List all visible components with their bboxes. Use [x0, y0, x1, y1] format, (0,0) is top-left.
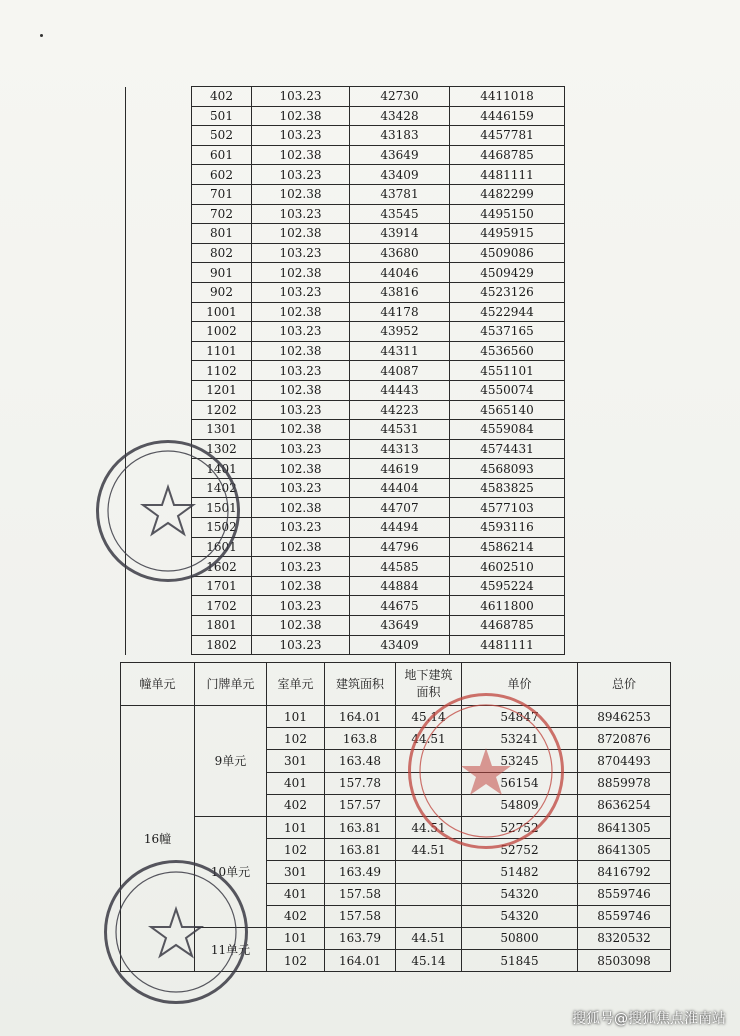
- room-cell: 101: [267, 816, 325, 838]
- blank-cell: [126, 616, 192, 636]
- area-cell: 163.48: [325, 750, 396, 772]
- blank-cell: [126, 322, 192, 342]
- basement-cell: 44.51: [396, 927, 462, 949]
- table-row: [126, 635, 565, 655]
- area-cell: 102.38: [252, 106, 350, 126]
- total-price-cell: 4411018: [450, 87, 565, 107]
- total-price-cell: 8559746: [578, 883, 671, 905]
- area-cell: 103.23: [252, 439, 350, 459]
- room-cell: 101: [267, 927, 325, 949]
- area-cell: 102.38: [252, 302, 350, 322]
- blank-cell: [126, 145, 192, 165]
- table-row: [126, 243, 565, 263]
- total-price-cell: 4602510: [450, 557, 565, 577]
- unit-price-cell: 44404: [350, 478, 450, 498]
- table-row: [126, 145, 565, 165]
- unit-price-cell: 54320: [462, 883, 578, 905]
- total-price-cell: 8704493: [578, 750, 671, 772]
- room-cell: 401: [267, 772, 325, 794]
- header-building: 幢单元: [121, 663, 195, 706]
- table-row: [126, 576, 565, 596]
- area-cell: 103.23: [252, 596, 350, 616]
- unit-price-cell: 43952: [350, 322, 450, 342]
- room-cell: 1601: [192, 537, 252, 557]
- blank-cell: [126, 165, 192, 185]
- header-row: [121, 663, 671, 706]
- area-cell: 103.23: [252, 557, 350, 577]
- unit-price-cell: 44313: [350, 439, 450, 459]
- unit-price-cell: 44223: [350, 400, 450, 420]
- room-cell: 301: [267, 861, 325, 883]
- unit-price-cell: 54847: [462, 706, 578, 728]
- unit-price-cell: 56154: [462, 772, 578, 794]
- room-cell: 802: [192, 243, 252, 263]
- room-cell: 1101: [192, 341, 252, 361]
- area-cell: 164.01: [325, 706, 396, 728]
- door-unit-cell: 11单元: [195, 927, 267, 971]
- basement-cell: [396, 861, 462, 883]
- area-cell: 163.79: [325, 927, 396, 949]
- unit-price-cell: 44675: [350, 596, 450, 616]
- total-price-cell: 4550074: [450, 380, 565, 400]
- table-row: [126, 596, 565, 616]
- total-price-cell: 4446159: [450, 106, 565, 126]
- basement-cell: 45.14: [396, 706, 462, 728]
- unit-price-cell: 43816: [350, 282, 450, 302]
- blank-cell: [126, 224, 192, 244]
- table-row: [126, 380, 565, 400]
- total-price-cell: 8859978: [578, 772, 671, 794]
- table-row: [126, 282, 565, 302]
- header-door-unit: 门牌单元: [195, 663, 267, 706]
- seal-graphic: [411, 696, 561, 846]
- room-cell: 1201: [192, 380, 252, 400]
- area-cell: 102.38: [252, 380, 350, 400]
- unit-price-cell: 43649: [350, 145, 450, 165]
- room-cell: 402: [192, 87, 252, 107]
- blank-cell: [126, 263, 192, 283]
- area-cell: 103.23: [252, 322, 350, 342]
- area-cell: 102.38: [252, 459, 350, 479]
- header-total-price: 总价: [578, 663, 671, 706]
- table-row: [126, 420, 565, 440]
- area-cell: 103.23: [252, 400, 350, 420]
- unit-price-cell: 44796: [350, 537, 450, 557]
- header-unit-price: 单价: [462, 663, 578, 706]
- housing-bureau-seal: [96, 440, 240, 582]
- room-cell: 102: [267, 950, 325, 972]
- unit-price-cell: 54320: [462, 905, 578, 927]
- total-price-cell: 4536560: [450, 341, 565, 361]
- table-row: [126, 322, 565, 342]
- area-cell: 102.38: [252, 498, 350, 518]
- table-row: [121, 706, 671, 728]
- unit-price-cell: 43409: [350, 165, 450, 185]
- area-cell: 102.38: [252, 184, 350, 204]
- area-cell: 103.23: [252, 165, 350, 185]
- area-cell: 102.38: [252, 145, 350, 165]
- room-cell: 101: [267, 706, 325, 728]
- total-price-cell: 8720876: [578, 728, 671, 750]
- total-price-cell: 4559084: [450, 420, 565, 440]
- total-price-cell: 4551101: [450, 361, 565, 381]
- area-cell: 102.38: [252, 537, 350, 557]
- area-cell: 157.58: [325, 883, 396, 905]
- total-price-cell: 4565140: [450, 400, 565, 420]
- total-price-cell: 8503098: [578, 950, 671, 972]
- basement-cell: [396, 883, 462, 905]
- unit-price-cell: 43680: [350, 243, 450, 263]
- area-cell: 102.38: [252, 263, 350, 283]
- blank-cell: [126, 361, 192, 381]
- blank-cell: [126, 341, 192, 361]
- total-price-cell: 8416792: [578, 861, 671, 883]
- basement-cell: 44.51: [396, 839, 462, 861]
- table-row: [126, 224, 565, 244]
- total-price-cell: 4457781: [450, 126, 565, 146]
- table-row: [126, 165, 565, 185]
- area-cell: 103.23: [252, 126, 350, 146]
- area-cell: 163.81: [325, 839, 396, 861]
- total-price-cell: 4509429: [450, 263, 565, 283]
- basement-cell: 45.14: [396, 950, 462, 972]
- room-cell: 602: [192, 165, 252, 185]
- unit-price-cell: 43545: [350, 204, 450, 224]
- room-cell: 1501: [192, 498, 252, 518]
- unit-price-cell: 52752: [462, 816, 578, 838]
- room-cell: 1401: [192, 459, 252, 479]
- total-price-cell: 8946253: [578, 706, 671, 728]
- basement-cell: [396, 905, 462, 927]
- room-cell: 901: [192, 263, 252, 283]
- total-price-cell: 8559746: [578, 905, 671, 927]
- unit-price-cell: 43183: [350, 126, 450, 146]
- area-cell: 164.01: [325, 950, 396, 972]
- room-cell: 401: [267, 883, 325, 905]
- unit-price-cell: 50800: [462, 927, 578, 949]
- unit-price-cell: 44531: [350, 420, 450, 440]
- room-cell: 301: [267, 750, 325, 772]
- total-price-cell: 4568093: [450, 459, 565, 479]
- blank-cell: [126, 420, 192, 440]
- unit-price-cell: 44046: [350, 263, 450, 283]
- unit-price-cell: 44443: [350, 380, 450, 400]
- unit-price-cell: 53245: [462, 750, 578, 772]
- room-cell: 801: [192, 224, 252, 244]
- unit-price-cell: 51482: [462, 861, 578, 883]
- room-cell: 402: [267, 905, 325, 927]
- unit-price-cell: 44494: [350, 518, 450, 538]
- area-cell: 157.58: [325, 905, 396, 927]
- unit-price-cell: 43409: [350, 635, 450, 655]
- total-price-cell: 8641305: [578, 839, 671, 861]
- total-price-cell: 4495150: [450, 204, 565, 224]
- developer-red-seal: [408, 693, 564, 849]
- total-price-cell: 8636254: [578, 794, 671, 816]
- total-price-cell: 4595224: [450, 576, 565, 596]
- room-cell: 1301: [192, 420, 252, 440]
- total-price-cell: 4611800: [450, 596, 565, 616]
- area-cell: 163.81: [325, 816, 396, 838]
- room-cell: 701: [192, 184, 252, 204]
- blank-cell: [126, 87, 192, 107]
- door-unit-cell: 10单元: [195, 816, 267, 927]
- room-cell: 1701: [192, 576, 252, 596]
- total-price-cell: 4468785: [450, 145, 565, 165]
- room-cell: 601: [192, 145, 252, 165]
- basement-cell: 44.51: [396, 816, 462, 838]
- blank-cell: [126, 400, 192, 420]
- total-price-cell: 4537165: [450, 322, 565, 342]
- area-cell: 157.57: [325, 794, 396, 816]
- header-basement: 地下建筑面积: [396, 663, 462, 706]
- total-price-cell: 4586214: [450, 537, 565, 557]
- room-cell: 1702: [192, 596, 252, 616]
- unit-price-cell: 44707: [350, 498, 450, 518]
- area-cell: 163.8: [325, 728, 396, 750]
- table-row: [126, 184, 565, 204]
- room-cell: 1302: [192, 439, 252, 459]
- unit-price-cell: 44178: [350, 302, 450, 322]
- total-price-cell: 4574431: [450, 439, 565, 459]
- blank-cell: [126, 106, 192, 126]
- area-cell: 102.38: [252, 341, 350, 361]
- seal-graphic: [99, 443, 237, 579]
- area-cell: 103.23: [252, 635, 350, 655]
- room-cell: 502: [192, 126, 252, 146]
- room-cell: 1002: [192, 322, 252, 342]
- room-cell: 1801: [192, 616, 252, 636]
- total-price-cell: 4482299: [450, 184, 565, 204]
- blank-cell: [126, 302, 192, 322]
- blank-cell: [126, 635, 192, 655]
- table-row: [126, 106, 565, 126]
- unit-price-cell: 43781: [350, 184, 450, 204]
- area-cell: 102.38: [252, 224, 350, 244]
- area-cell: 103.23: [252, 478, 350, 498]
- unit-price-cell: 43428: [350, 106, 450, 126]
- room-cell: 702: [192, 204, 252, 224]
- table-row: [126, 361, 565, 381]
- area-cell: 103.23: [252, 361, 350, 381]
- room-cell: 902: [192, 282, 252, 302]
- total-price-cell: 4523126: [450, 282, 565, 302]
- area-cell: 103.23: [252, 518, 350, 538]
- table-row: [126, 126, 565, 146]
- unit-price-cell: 44619: [350, 459, 450, 479]
- unit-price-cell: 52752: [462, 839, 578, 861]
- blank-cell: [126, 596, 192, 616]
- area-cell: 103.23: [252, 243, 350, 263]
- header-room: 室单元: [267, 663, 325, 706]
- table-row: [126, 263, 565, 283]
- room-cell: 102: [267, 728, 325, 750]
- basement-cell: 44.51: [396, 728, 462, 750]
- room-cell: 1602: [192, 557, 252, 577]
- area-cell: 157.78: [325, 772, 396, 794]
- blank-cell: [126, 184, 192, 204]
- unit-price-cell: 53241: [462, 728, 578, 750]
- blank-cell: [126, 243, 192, 263]
- total-price-cell: 8320532: [578, 927, 671, 949]
- total-price-cell: 4481111: [450, 165, 565, 185]
- total-price-cell: 4509086: [450, 243, 565, 263]
- area-cell: 163.49: [325, 861, 396, 883]
- area-cell: 103.23: [252, 204, 350, 224]
- unit-price-cell: 44311: [350, 341, 450, 361]
- area-cell: 103.23: [252, 87, 350, 107]
- room-cell: 102: [267, 839, 325, 861]
- developer-black-seal: [104, 860, 248, 1004]
- blank-cell: [126, 126, 192, 146]
- unit-price-cell: 54809: [462, 794, 578, 816]
- blank-cell: [126, 380, 192, 400]
- total-price-cell: 4468785: [450, 616, 565, 636]
- room-cell: 1001: [192, 302, 252, 322]
- table-row: [126, 616, 565, 636]
- table-row: [121, 816, 671, 838]
- unit-price-cell: 44884: [350, 576, 450, 596]
- seal-graphic: [107, 863, 245, 1001]
- door-unit-cell: 9单元: [195, 706, 267, 817]
- room-cell: 501: [192, 106, 252, 126]
- area-cell: 102.38: [252, 616, 350, 636]
- table-row: [126, 302, 565, 322]
- unit-price-cell: 44087: [350, 361, 450, 381]
- total-price-cell: 4522944: [450, 302, 565, 322]
- room-cell: 402: [267, 794, 325, 816]
- table-row: [126, 87, 565, 107]
- total-price-cell: 4593116: [450, 518, 565, 538]
- blank-cell: [126, 204, 192, 224]
- room-cell: 1802: [192, 635, 252, 655]
- building-cell: 16幢: [121, 706, 195, 972]
- unit-price-cell: 43649: [350, 616, 450, 636]
- total-price-cell: 4577103: [450, 498, 565, 518]
- unit-price-cell: 44585: [350, 557, 450, 577]
- room-cell: 1202: [192, 400, 252, 420]
- table-row: [126, 204, 565, 224]
- speck: [40, 34, 43, 37]
- area-cell: 102.38: [252, 420, 350, 440]
- watermark: 搜狐号@搜狐焦点淮南站: [572, 1011, 726, 1027]
- table-row: [126, 341, 565, 361]
- room-cell: 1402: [192, 478, 252, 498]
- room-cell: 1502: [192, 518, 252, 538]
- total-price-cell: 8641305: [578, 816, 671, 838]
- unit-price-cell: 51845: [462, 950, 578, 972]
- area-cell: 103.23: [252, 282, 350, 302]
- unit-price-cell: 42730: [350, 87, 450, 107]
- total-price-cell: 4481111: [450, 635, 565, 655]
- room-cell: 1102: [192, 361, 252, 381]
- total-price-cell: 4583825: [450, 478, 565, 498]
- total-price-cell: 4495915: [450, 224, 565, 244]
- header-area: 建筑面积: [325, 663, 396, 706]
- area-cell: 102.38: [252, 576, 350, 596]
- blank-cell: [126, 282, 192, 302]
- unit-price-cell: 43914: [350, 224, 450, 244]
- table-row: [126, 400, 565, 420]
